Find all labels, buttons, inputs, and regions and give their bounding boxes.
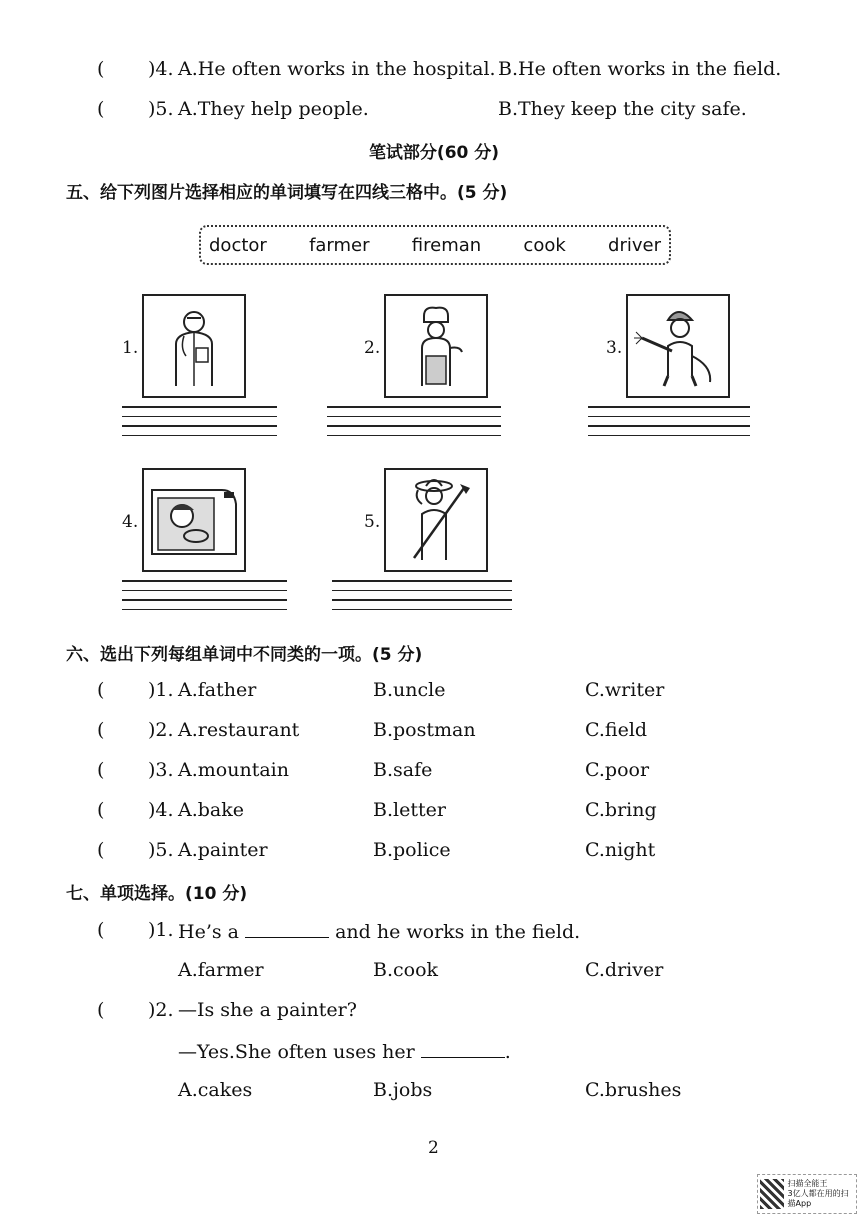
answer-paren[interactable]: (: [97, 839, 105, 861]
writing-lines[interactable]: [332, 580, 512, 618]
option-b: B.jobs: [373, 1079, 433, 1101]
option-a: A.cakes: [178, 1079, 253, 1101]
picture-frame: [626, 294, 730, 398]
driver-icon: [144, 470, 244, 570]
option-c: C.driver: [585, 959, 664, 981]
picture-label: 5.: [364, 512, 381, 532]
word-bank-item: cook: [523, 234, 566, 256]
answer-paren[interactable]: (: [97, 799, 105, 821]
option-c: C.poor: [585, 759, 650, 781]
picture-label: 4.: [122, 512, 139, 532]
option-b: B.cook: [373, 959, 439, 981]
option-a: A.farmer: [178, 959, 264, 981]
section5-title: 五、给下列图片选择相应的单词填写在四线三格中。(5 分): [66, 183, 508, 203]
picture-frame: [384, 468, 488, 572]
option-b: B.postman: [373, 719, 476, 741]
answer-text: [178, 1039, 511, 1063]
picture-frame: [384, 294, 488, 398]
option-c: C.night: [585, 839, 656, 861]
answer-paren[interactable]: (: [97, 719, 105, 741]
question-text-post: and he works in the field.: [335, 921, 581, 943]
option-a: A.He often works in the hospital.: [178, 58, 496, 80]
section7-title: 七、单项选择。(10 分): [66, 884, 248, 904]
word-bank-item: doctor: [209, 234, 267, 256]
picture-frame: [142, 468, 246, 572]
word-bank-item: fireman: [411, 234, 482, 256]
option-b: B.They keep the city safe.: [498, 98, 747, 120]
option-b: B.uncle: [373, 679, 446, 701]
option-c: C.writer: [585, 679, 665, 701]
cook-icon: [386, 296, 486, 396]
written-part-title: 笔试部分(60 分): [368, 143, 500, 163]
section6-title: 六、选出下列每组单词中不同类的一项。(5 分): [66, 645, 423, 665]
question-number: )5.: [148, 839, 174, 861]
option-b: B.He often works in the field.: [498, 58, 782, 80]
picture-label: 1.: [122, 338, 139, 358]
word-bank-item: driver: [608, 234, 661, 256]
option-a: A.restaurant: [178, 719, 300, 741]
scanner-badge-subtitle: 3亿人都在用的扫描App: [787, 1189, 849, 1208]
option-a: A.painter: [178, 839, 268, 861]
option-a: A.They help people.: [178, 98, 369, 120]
scanner-badge: [757, 1174, 857, 1214]
answer-paren[interactable]: (: [97, 98, 105, 120]
word-bank: [199, 225, 671, 265]
qr-code-icon: [760, 1179, 784, 1209]
answer-paren[interactable]: (: [97, 58, 105, 80]
picture-label: 2.: [364, 338, 381, 358]
answer-text-pre: —Yes.She often uses her: [178, 1041, 415, 1063]
question-number: )1.: [148, 679, 174, 701]
answer-text-post: .: [504, 1041, 511, 1063]
option-b: B.safe: [373, 759, 433, 781]
option-b: B.police: [373, 839, 451, 861]
answer-paren[interactable]: (: [97, 999, 105, 1021]
option-c: C.brushes: [585, 1079, 682, 1101]
option-b: B.letter: [373, 799, 446, 821]
answer-paren[interactable]: (: [97, 919, 105, 941]
question-number: )1.: [148, 919, 174, 941]
farmer-icon: [386, 470, 486, 570]
writing-lines[interactable]: [122, 580, 287, 618]
question-number: )3.: [148, 759, 174, 781]
picture-label: 3.: [606, 338, 623, 358]
picture-frame: [142, 294, 246, 398]
scanner-badge-title: 扫描全能王: [787, 1179, 828, 1188]
option-c: C.field: [585, 719, 648, 741]
answer-paren[interactable]: (: [97, 759, 105, 781]
word-bank-item: farmer: [309, 234, 370, 256]
writing-lines[interactable]: [327, 406, 501, 444]
question-text-pre: He’s a: [178, 921, 239, 943]
page-number: 2: [428, 1138, 439, 1158]
question-number: )4.: [148, 58, 174, 80]
question-number: )4.: [148, 799, 174, 821]
fireman-icon: [628, 296, 728, 396]
fill-blank[interactable]: [245, 919, 329, 938]
question-number: )2.: [148, 719, 174, 741]
question-number: )2.: [148, 999, 174, 1021]
option-c: C.bring: [585, 799, 657, 821]
question-number: )5.: [148, 98, 174, 120]
option-a: A.bake: [178, 799, 245, 821]
doctor-icon: [144, 296, 244, 396]
option-a: A.mountain: [178, 759, 289, 781]
writing-lines[interactable]: [122, 406, 277, 444]
question-text: [178, 919, 580, 943]
writing-lines[interactable]: [588, 406, 750, 444]
option-a: A.father: [178, 679, 257, 701]
question-text: —Is she a painter?: [178, 999, 357, 1021]
fill-blank[interactable]: [421, 1039, 505, 1058]
answer-paren[interactable]: (: [97, 679, 105, 701]
